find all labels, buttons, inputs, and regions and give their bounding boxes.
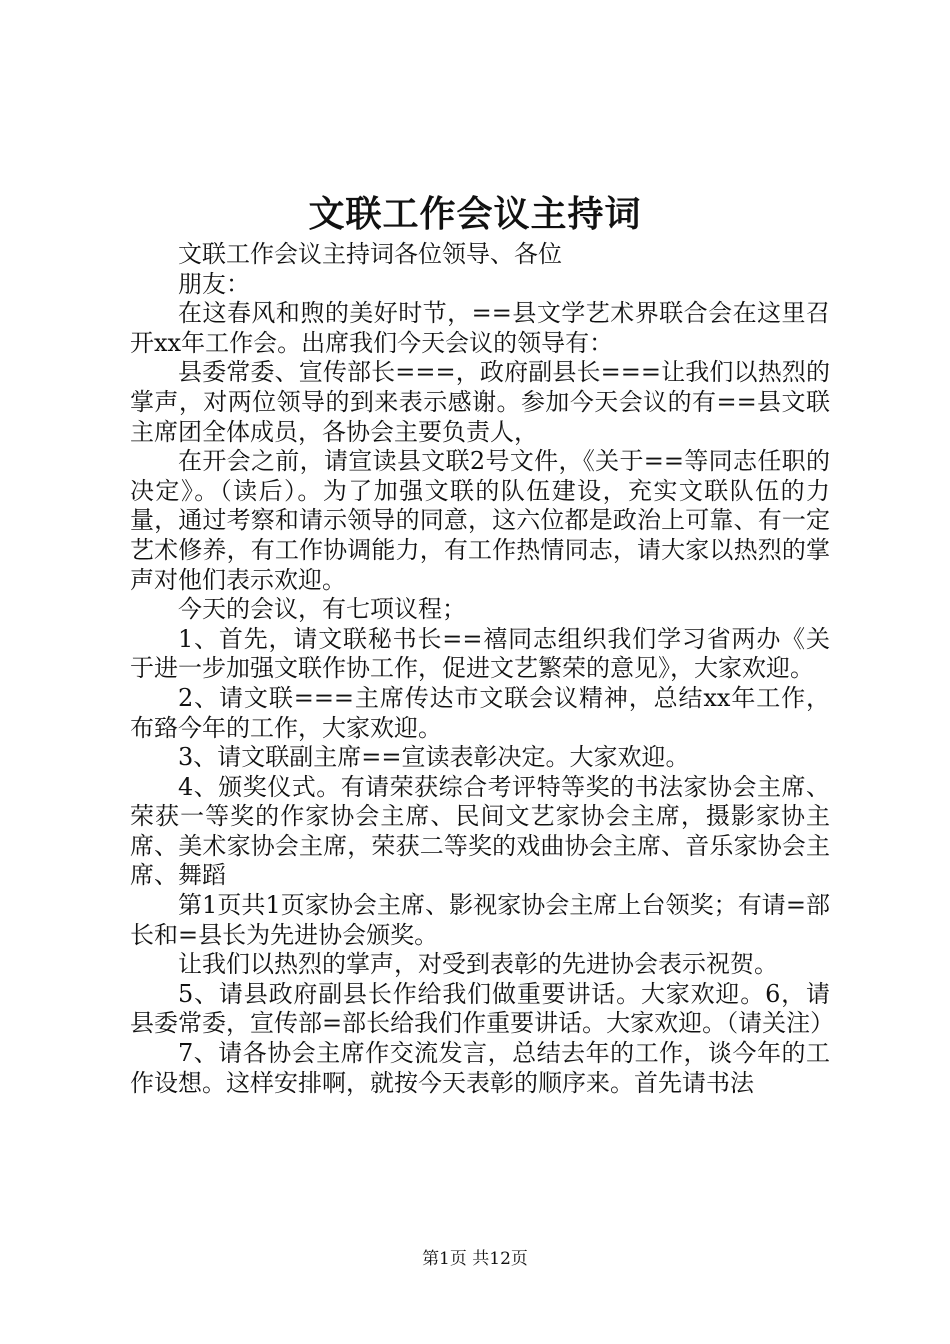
page-number-footer: 第1页 共12页 [422, 1249, 528, 1269]
paragraph: 3、请文联副主席==宣读表彰决定。大家欢迎。 [178, 743, 690, 772]
paragraph: 在开会之前，请宣读县文联2号文件，《关于==等同志任职的决定》。（读后）。为了加强文联的队伍建设，充实文联队伍的力量，通过考察和请示领导的同意，这六位都是政治上可靠、有一定艺术修养，有工作协调能力，有工作热情同志，请大家以热烈的掌声对他们表示欢迎。 [130, 447, 830, 594]
document-body [130, 240, 835, 1098]
paragraph: 1、首先，请文联秘书长==禧同志组织我们学习省两办《关于进一步加强文联作协工作，促进文艺繁荣的意见》，大家欢迎。 [130, 624, 830, 683]
paragraph: 让我们以热烈的掌声，对受到表彰的先进协会表示祝贺。 [178, 950, 778, 979]
paragraph: 文联工作会议主持词各位领导、各位 [178, 240, 562, 268]
document-title: 文联工作会议主持词 [308, 193, 642, 235]
paragraph: 朋友： [178, 269, 250, 298]
paragraph: 今天的会议，有七项议程； [178, 595, 466, 624]
paragraph: 2、请文联===主席传达市文联会议精神，总结xx年工作，布臵今年的工作，大家欢迎。 [130, 683, 830, 742]
paragraph: 县委常委、宣传部长===，政府副县长===让我们以热烈的掌声，对两位领导的到来表示感谢。参加今天会议的有==县文联主席团全体成员，各协会主要负责人， [130, 358, 830, 446]
paragraph: 在这春风和煦的美好时节，==县文学艺术界联合会在这里召开xx年工作会。出席我们今天会议的领导有： [130, 299, 830, 357]
paragraph: 5、请县政府副县长作给我们做重要讲话。大家欢迎。6，请县委常委，宣传部=部长给我们作重要讲话。大家欢迎。（请关注） [130, 979, 835, 1038]
paragraph: 第1页共1页家协会主席、影视家协会主席上台领奖；有请=部长和=县长为先进协会颁奖。 [130, 891, 830, 949]
paragraph: 4、颁奖仪式。有请荣获综合考评特等奖的书法家协会主席、荣获一等奖的作家协会主席、民间文艺家协会主席，摄影家协主席、美术家协会主席，荣获二等奖的戏曲协会主席、音乐家协会主席、舞蹈 [130, 772, 830, 890]
paragraph: 7、请各协会主席作交流发言，总结去年的工作，谈今年的工作设想。这样安排啊，就按今天表彰的顺序来。首先请书法 [130, 1039, 830, 1097]
